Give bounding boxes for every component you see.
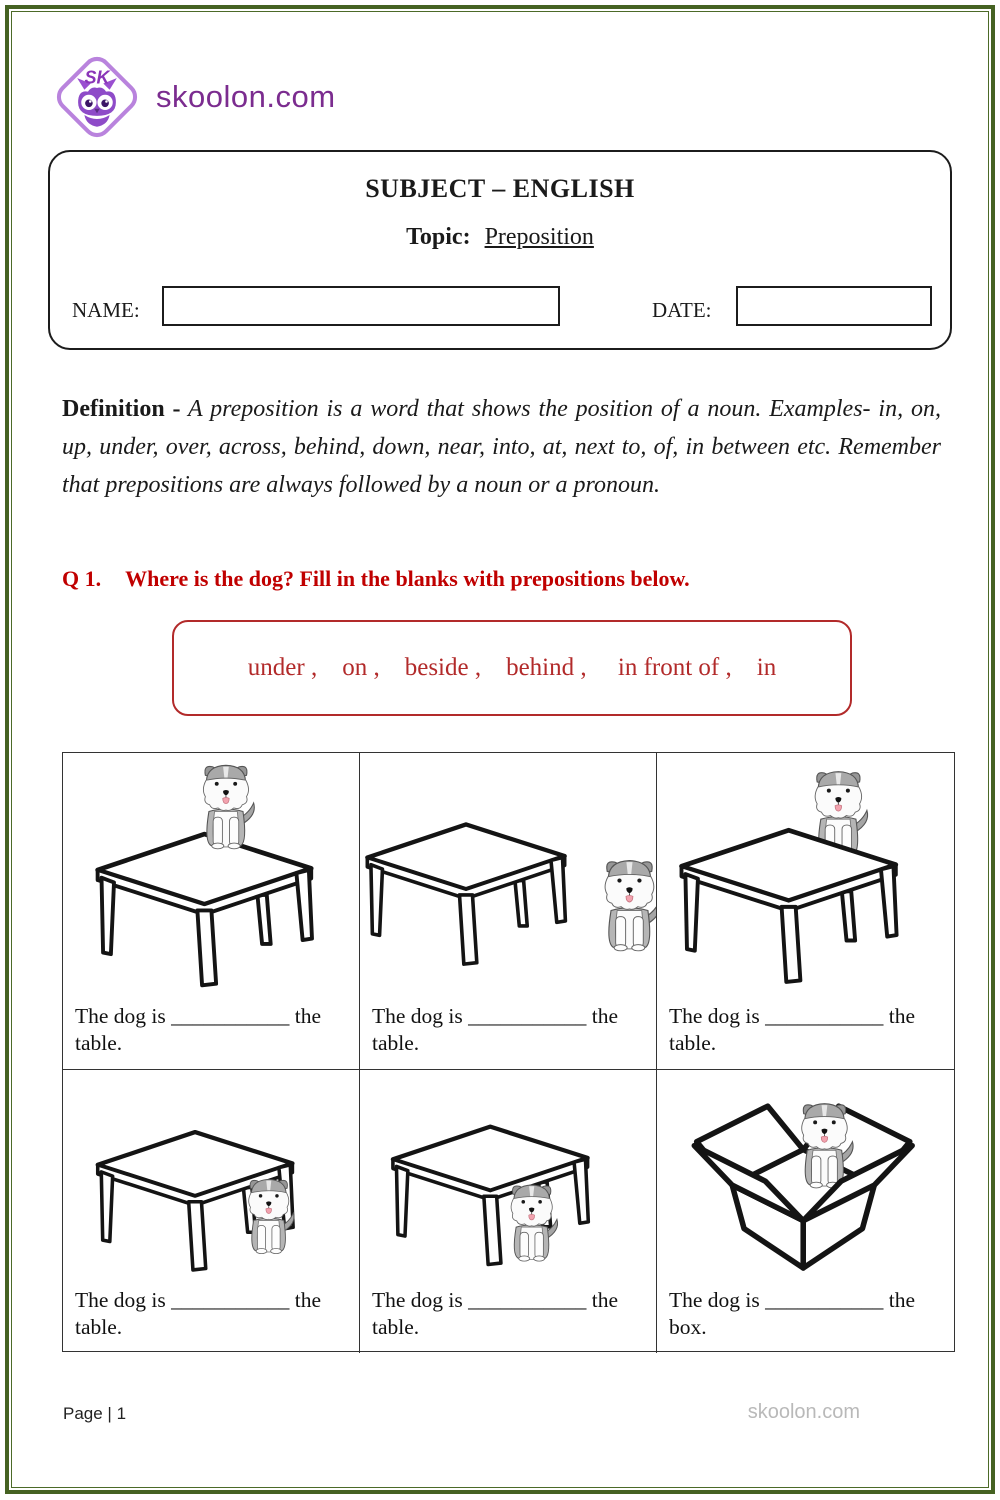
date-label: DATE:	[652, 298, 712, 322]
worksheet-header	[48, 150, 952, 350]
question-text: Where is the dog? Fill in the blanks with prepositions below.	[125, 566, 690, 591]
caption-2: The dog is ___________ the table.	[372, 1004, 619, 1056]
date-input[interactable]	[736, 286, 932, 326]
definition-label: Definition -	[62, 396, 181, 422]
exercise-cell-1	[63, 753, 360, 1070]
exercise-grid	[62, 752, 955, 1352]
exercise-cell-6	[657, 1070, 954, 1353]
page-number: Page | 1	[63, 1404, 127, 1423]
caption-1: The dog is ___________ the table.	[75, 1004, 322, 1056]
brand-logo	[52, 52, 336, 142]
name-input[interactable]	[162, 286, 560, 326]
svg-text:SK: SK	[84, 67, 110, 88]
topic-value: Preposition	[484, 224, 594, 250]
dog-in-box-illustration	[657, 1070, 954, 1287]
exercise-cell-2	[360, 753, 657, 1070]
skoolon-owl-icon	[52, 52, 142, 142]
topic-label: Topic:	[406, 224, 471, 250]
dog-under-table-illustration	[63, 1070, 359, 1287]
brand-name: skoolon.com	[156, 79, 336, 114]
caption-5: The dog is ___________ the table.	[372, 1288, 619, 1340]
dog-in-front-of-table-illustration	[360, 1070, 656, 1287]
word-bank-box	[172, 620, 852, 716]
dog-on-table-illustration	[63, 753, 359, 1003]
exercise-cell-3	[657, 753, 954, 1070]
caption-6: The dog is ___________ the box.	[669, 1288, 916, 1340]
topic-line	[50, 224, 950, 251]
definition-paragraph	[62, 390, 941, 504]
subject-title: SUBJECT – ENGLISH	[365, 174, 635, 203]
definition-body: A preposition is a word that shows the position of a noun. Examples- in, on, up, under, over, across, behind, down, near, into, at, next to, of, in between etc. Remember that prepositions are always followed by a noun or a pronoun.	[62, 396, 941, 498]
caption-4: The dog is ___________ the table.	[75, 1288, 322, 1340]
dog-behind-table-illustration	[657, 753, 954, 1003]
footer-site-name: skoolon.com	[747, 1401, 860, 1423]
question-heading	[62, 566, 690, 592]
question-number: Q 1.	[62, 566, 102, 591]
word-bank-words: under , on , beside , behind , in front of , in	[247, 654, 777, 681]
caption-3: The dog is ___________ the table.	[669, 1004, 916, 1056]
exercise-cell-5	[360, 1070, 657, 1353]
exercise-cell-4	[63, 1070, 360, 1353]
dog-beside-table-illustration	[360, 753, 656, 1003]
name-label: NAME:	[72, 298, 140, 322]
